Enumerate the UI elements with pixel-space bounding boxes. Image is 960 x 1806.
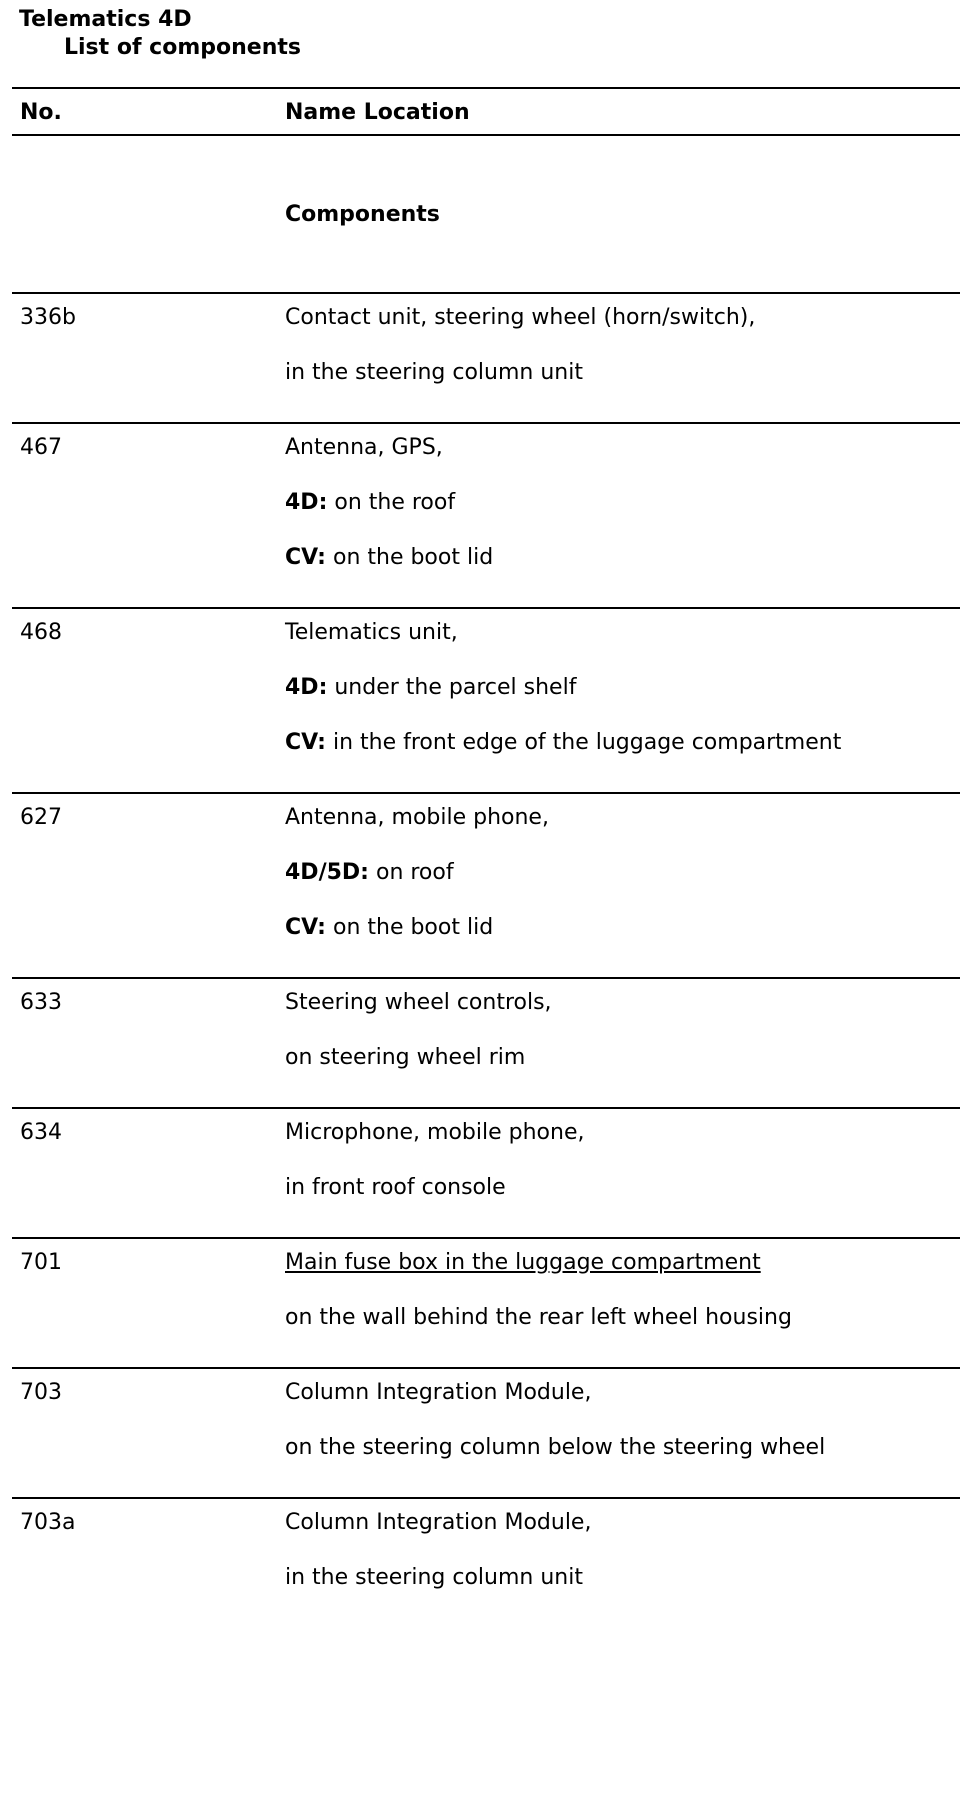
row-separator [12,1237,960,1239]
row-location-line [285,859,454,887]
row-location-line [285,1119,585,1147]
row-number: 467 [20,435,62,460]
row-number: 336b [20,305,76,330]
row-location-line [285,1509,591,1537]
row-separator [12,422,960,424]
location-text: Column Integration Module, [285,1510,592,1535]
location-text: under the parcel shelf [327,675,577,700]
location-text: in the steering column unit [285,1565,583,1590]
header-bottom-rule [12,134,960,136]
row-separator [12,1497,960,1499]
row-number: 701 [20,1250,62,1275]
location-text: Telematics unit, [285,620,458,645]
row-separator [12,792,960,794]
location-link-text[interactable]: Main fuse box in the luggage compartment [285,1250,761,1275]
location-text: Antenna, mobile phone, [285,805,549,830]
body-type-prefix: 4D: [285,675,328,700]
row-location-line [285,544,493,572]
row-number: 627 [20,805,62,830]
row-location-line [285,1434,825,1462]
location-text: Microphone, mobile phone, [285,1120,585,1145]
header-no: No. [20,100,62,125]
location-text: on steering wheel rim [285,1045,526,1070]
location-text: in the front edge of the luggage compartment [325,730,842,755]
row-location-line [285,619,458,647]
location-text: Antenna, GPS, [285,435,443,460]
document-title: Telematics 4D [19,7,192,32]
body-type-prefix: 4D/5D: [285,860,369,885]
body-type-prefix: CV: [285,545,326,570]
row-location-line [285,729,841,757]
location-text: Column Integration Module, [285,1380,592,1405]
row-separator [12,607,960,609]
row-location-line [285,989,552,1017]
row-location-line [285,1304,792,1332]
row-location-line [285,1564,583,1592]
location-text: in front roof console [285,1175,506,1200]
row-location-line [285,914,493,942]
row-location-line [285,804,549,832]
row-location-link[interactable] [285,1249,761,1277]
location-text: on the boot lid [325,915,494,940]
location-text: on the roof [327,490,456,515]
row-location-line [285,674,576,702]
location-text: on the boot lid [325,545,494,570]
row-number: 634 [20,1120,62,1145]
section-title: Components [285,202,440,227]
row-location-line [285,1044,525,1072]
row-number: 468 [20,620,62,645]
body-type-prefix: CV: [285,915,326,940]
row-location-line [285,304,755,332]
table-top-rule [12,87,960,89]
location-text: in the steering column unit [285,360,583,385]
row-number: 703a [20,1510,76,1535]
row-number: 703 [20,1380,62,1405]
row-separator [12,292,960,294]
header-name-location: Name Location [285,100,470,125]
location-text: on the steering column below the steering wheel [285,1435,826,1460]
row-separator [12,977,960,979]
row-location-line [285,1379,591,1407]
document-subtitle: List of components [64,35,301,60]
row-location-line [285,489,455,517]
row-location-line [285,359,583,387]
body-type-prefix: 4D: [285,490,328,515]
location-text: Contact unit, steering wheel (horn/switch), [285,305,756,330]
location-text: on the wall behind the rear left wheel housing [285,1305,792,1330]
row-number: 633 [20,990,62,1015]
row-location-line [285,1174,506,1202]
location-text: Steering wheel controls, [285,990,552,1015]
row-location-line [285,434,443,462]
row-separator [12,1107,960,1109]
location-text: on roof [368,860,454,885]
row-separator [12,1367,960,1369]
body-type-prefix: CV: [285,730,326,755]
